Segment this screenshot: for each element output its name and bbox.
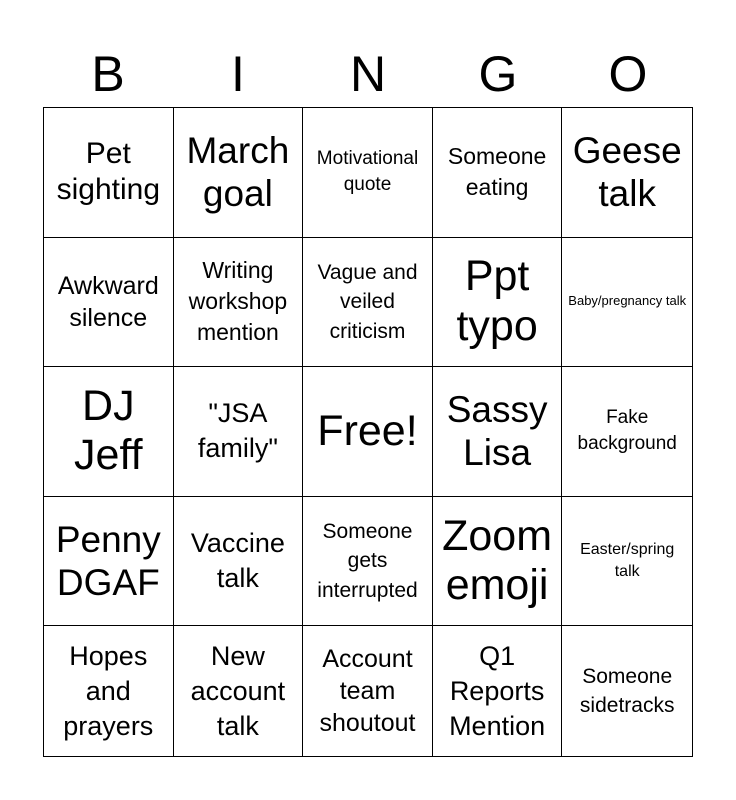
bingo-cell[interactable]: Vague and veiled criticism — [303, 238, 433, 368]
free-space-cell[interactable]: Free! — [303, 367, 433, 497]
bingo-cell[interactable]: Vaccine talk — [174, 497, 304, 627]
bingo-cell[interactable]: Penny DGAF — [44, 497, 174, 627]
bingo-cell[interactable]: Fake background — [562, 367, 692, 497]
bingo-cell[interactable]: Motivational quote — [303, 108, 433, 238]
bingo-cell[interactable]: Someone sidetracks — [579, 664, 675, 718]
bingo-cell[interactable]: New account talk — [174, 626, 304, 756]
bingo-cell[interactable]: Q1 Reports Mention — [433, 626, 563, 756]
header-letter-o: O — [608, 46, 648, 102]
bingo-cell[interactable]: Pet sighting — [44, 108, 174, 238]
bingo-cell[interactable]: Someone eating — [433, 108, 563, 238]
bingo-cell[interactable]: "JSA family" — [174, 367, 304, 497]
bingo-cell[interactable]: Easter/spring talk — [562, 497, 692, 627]
bingo-cell[interactable]: Zoom emoji — [433, 497, 563, 627]
bingo-cell[interactable]: Writing workshop mention — [174, 238, 304, 368]
bingo-cell[interactable]: Account team shoutout — [303, 626, 433, 756]
bingo-cell[interactable]: Awkward silence — [44, 238, 174, 368]
header-letter-i: I — [231, 46, 245, 102]
bingo-cell[interactable]: Geese talk — [562, 108, 692, 238]
header-letter-b: B — [91, 46, 125, 102]
header-letter-n: N — [349, 46, 387, 102]
bingo-cell[interactable]: March goal — [174, 108, 304, 238]
bingo-header — [43, 42, 693, 106]
bingo-cell[interactable]: Baby/pregnancy talk — [562, 238, 692, 368]
bingo-cell[interactable]: Ppt typo — [433, 238, 563, 368]
bingo-cell[interactable]: Sassy Lisa — [433, 367, 563, 497]
bingo-cell[interactable]: Someone gets interrupted — [303, 497, 433, 627]
bingo-cell[interactable]: Hopes and prayers — [44, 626, 174, 756]
bingo-cell[interactable]: DJ Jeff — [44, 367, 174, 497]
header-letter-g: G — [478, 46, 518, 102]
bingo-grid — [43, 107, 693, 757]
